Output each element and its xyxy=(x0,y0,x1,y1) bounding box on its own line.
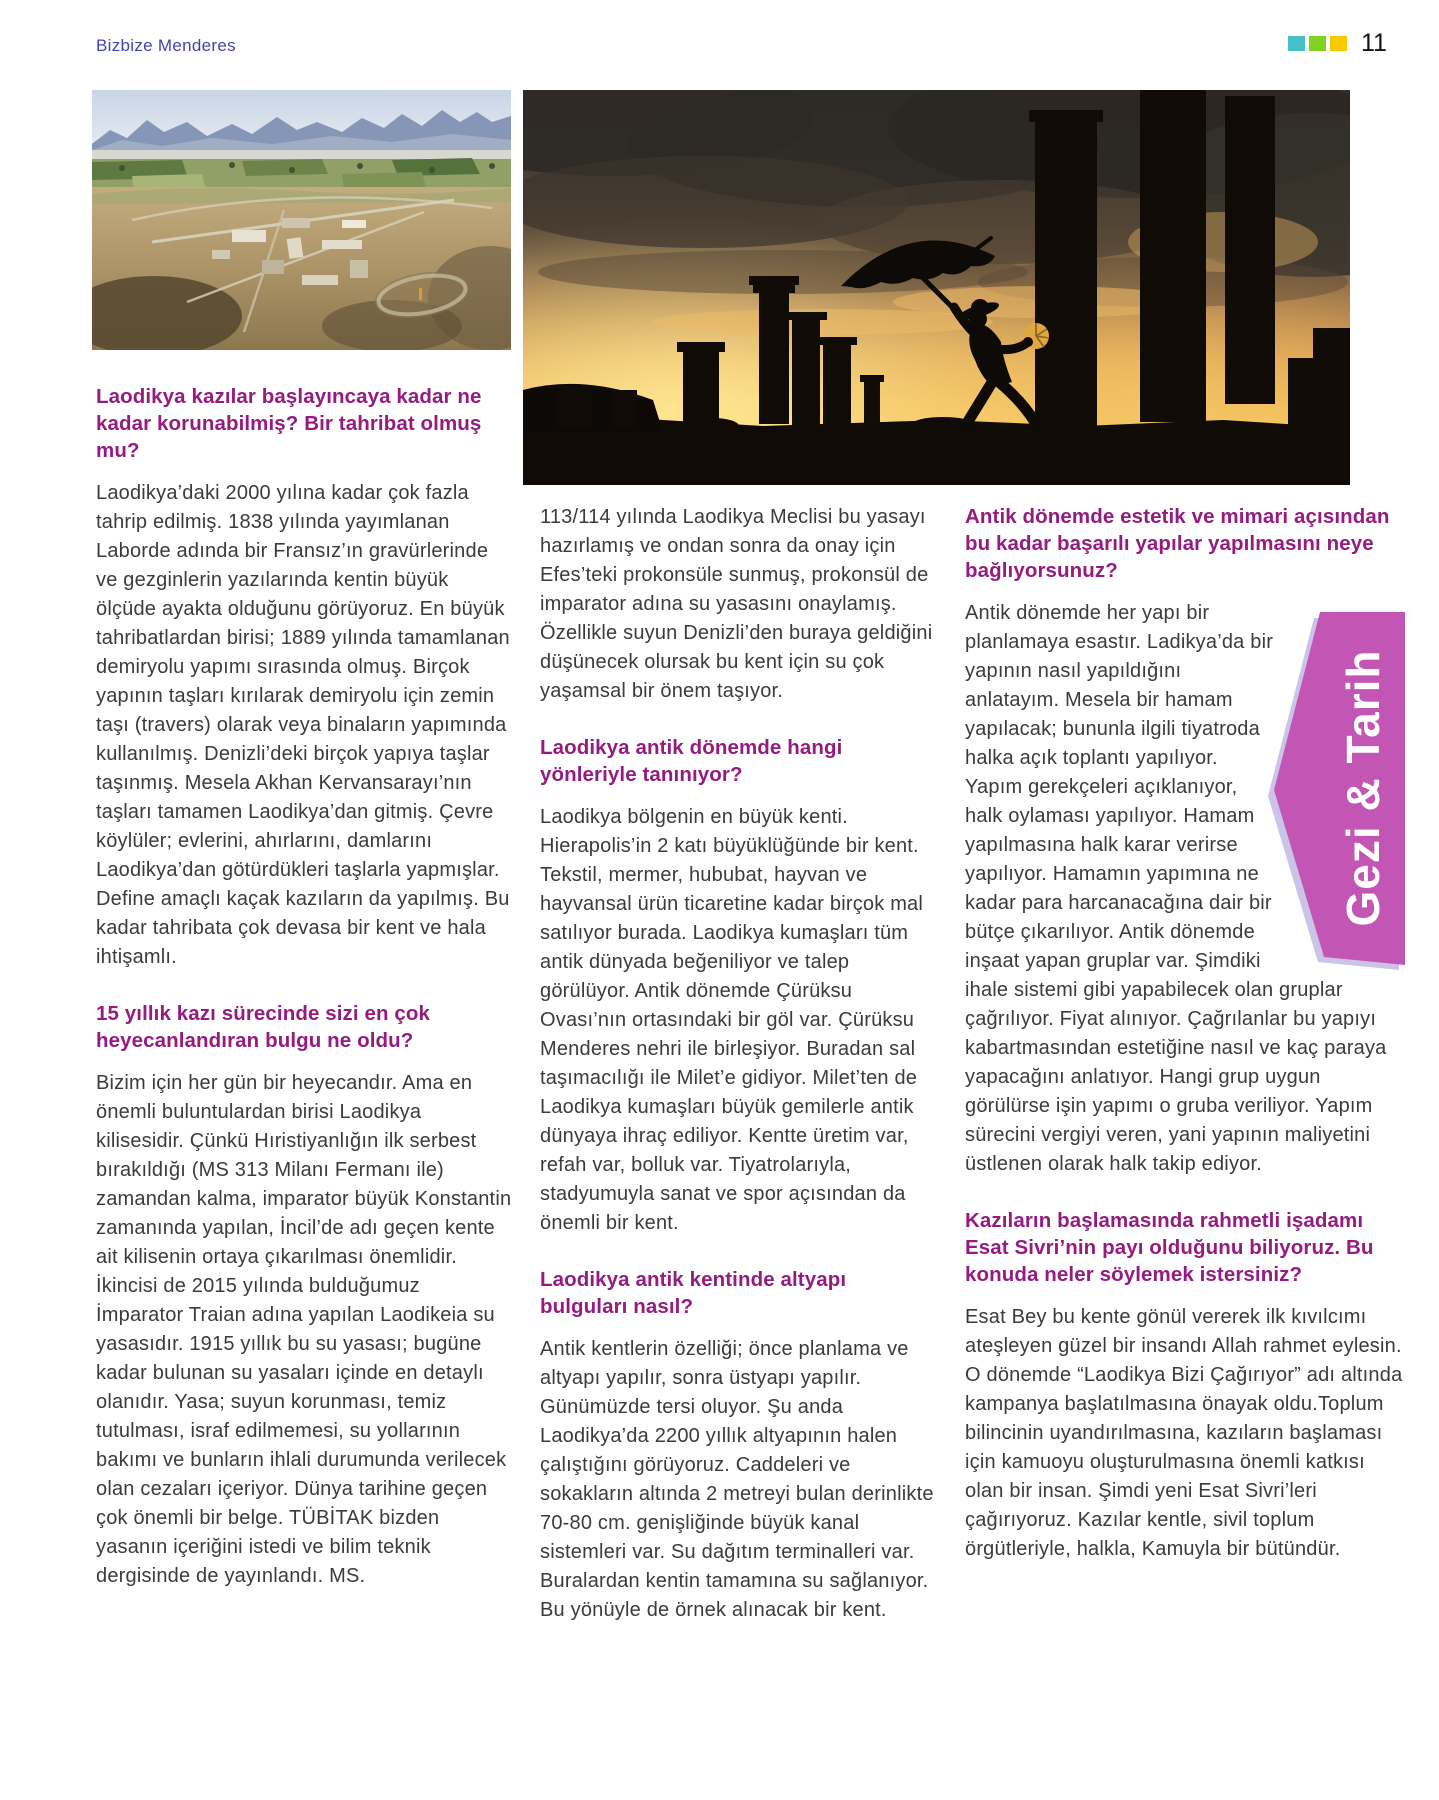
answer-paragraph: Bizim için her gün bir heyecandır. Ama en önemli buluntulardan birisi Laodikya kilisesidir. Çünkü Hıristiyanlığın ilk serbest bırakıldığı (MS 313 Milanı Fermanı ile) zamandan kalma, imparator büyük Konstantin zamanında yapılan, İncil’de adı geçen kente ait kilisenin ortaya çıkarılması önemlidir. İkincisi de 2015 yılında bulduğumuz İmparator Traian adına yapılan Laodikeia su yasasıdır. 1915 yıllık bu su yasası; bugüne kadar bulunan su yasaları içinde en detaylı olanıdır. Yasa; suyun korunması, temiz tutulması, israf edilmemesi, su yollarının bakımı ve bunların ihlali durumunda verilecek olan cezaları içeriyor. Dünya tarihine geçen çok önemli bir belge. TÜBİTAK bizden yasanın içeriğini istedi ve bilim teknik dergisinde de yayınlandı. MS. xyxy=(96,1072,512,1587)
banner-label: Gezi & Tarih xyxy=(1337,649,1390,927)
question-heading: Kazıların başlamasında rahmetli işadamı Esat Sivri’nin payı olduğunu biliyoruz. Bu konuda neler söylemek istersiniz? xyxy=(965,1209,1374,1286)
yellow-square-icon xyxy=(1330,36,1347,51)
page-number: 11 xyxy=(1361,29,1387,57)
page-marker xyxy=(1288,29,1387,57)
answer-text: Antik dönemde her yapı bir planlamaya esastır. Ladikya’da bir yapının nasıl yapıldığını anlatayım. Mesela bir hamam yapılacak; bununla ilgili tiyatroda halka açık toplantı yapılıyor. Yapım gerekçeleri açıklanıyor, halk oylaması yapılıyor. Hamam yapılmasına halk karar verirse yapılıyor. Hamamın yapımına ne kadar para harcanacağına dair bir bütçe çıkarılıyor. Antik dönemde inşaat yapan gruplar var. Şimdiki ihale sistemi gibi yapabilecek olan gruplar çağrılıyor. Fiyat alınıyor. Çağrılanlar bu yapıyı kabartmasından estetiğine nasıl ve kaç paraya yapacağını anlatıyor. Hangi grup uygun görülürse işin yapımı o gruba veriliyor. Yapım sürecini vergiyi veren, yani yapının maliyetini üstlenen olarak halk takip ediyor. xyxy=(965,602,1387,1175)
section-title: Bizbize Menderes xyxy=(96,36,236,55)
answer-paragraph: Antik kentlerin özelliği; önce planlama ve altyapı yapılır, sonra üstyapı yapılır. Günümüzde tersi oluyor. Şu anda Laodikya’da 2200 yıllık altyapının halen çalıştığını görüyoruz. Caddeleri ve sokakların altında 2 metreyi bulan derinlikte 70-80 cm. genişliğinde büyük kanal sistemleri var. Su dağıtım terminalleri var. Buralardan kentin tamamına su sağlanıyor. Bu yönüyle de örnek alınacak bir kent. xyxy=(540,1338,934,1621)
question-heading: Laodikya antik kentinde altyapı bulguları nasıl? xyxy=(540,1268,847,1318)
question-heading: Laodikya antik dönemde hangi yönleriyle tanınıyor? xyxy=(540,736,843,786)
aerial-photo xyxy=(92,90,511,350)
answer-paragraph: 113/114 yılında Laodikya Meclisi bu yasayı hazırlamış ve ondan sonra da onay için Efes’teki prokonsüle sunmuş, prokonsül de imparator adına su yasasını onaylamış. Özellikle suyun Denizli’den buraya geldiğini düşünecek olursak bu kent için su çok yaşamsal bir önem taşıyor. xyxy=(540,506,933,702)
question-heading: Laodikya kazılar başlayıncaya kadar ne kadar korunabilmiş? Bir tahribat olmuş mu? xyxy=(96,385,482,462)
text-column-1 xyxy=(96,383,512,1605)
text-column-2 xyxy=(540,503,936,1639)
teal-square-icon xyxy=(1288,36,1305,51)
answer-paragraph: Esat Bey bu kente gönül vererek ilk kıvılcımı ateşleyen güzel bir insandı Allah rahmet eylesin. O dönemde “Laodikya Bizi Çağırıyor” adı altında kampanya başlatılmasına önayak oldu.Toplum bilincinin uyandırılmasına, kazıların başlaması için kamuoyu oluşturulmasına önemli katkısı olan bir insan. Şimdi yeni Esat Sivri’leri çağırıyoruz. Kazılar kentle, sivil toplum örgütleriyle, halkla, Kamuyla bir bütündür. xyxy=(965,1306,1403,1560)
sunset-photo xyxy=(523,90,1350,485)
question-heading: Antik dönemde estetik ve mimari açısından bu kadar başarılı yapılar yapılmasını neye bağlıyorsunuz? xyxy=(965,505,1390,582)
answer-paragraph: Laodikya’daki 2000 yılına kadar çok fazla tahrip edilmiş. 1838 yılında yayımlanan Laborde adında bir Fransız’ın gravürlerinde ve gezginlerin yazılarında kentin büyük ölçüde ayakta olduğunu görüyoruz. En büyük tahribatlardan birisi; 1889 yılında tamamlanan demiryolu yapımı sırasında olmuş. Birçok yapının taşları kırılarak demiryolu için zemin taşı (travers) olarak veya binaların yapımında kullanılmış. Denizli’deki birçok yapıya taşlar taşınmış. Mesela Akhan Kervansarayı’nın taşları tamamen Laodikya’dan gitmiş. Çevre köylüler; evlerini, ahırlarını, damlarını Laodikya’dan götürdükleri taşlarla yapmışlar. Define amaçlı kaçak kazıların da yapılmış. Bu kadar tahribata çok devasa bir kent ve hala ihtişamlı. xyxy=(96,482,510,968)
green-square-icon xyxy=(1309,36,1326,51)
question-heading: 15 yıllık kazı sürecinde sizi en çok heyecanlandıran bulgu ne oldu? xyxy=(96,1002,431,1052)
answer-paragraph: Laodikya bölgenin en büyük kenti. Hierapolis’in 2 katı büyüklüğünde bir kent. Tekstil, mermer, hububat, hayvan ve hayvansal ürün ticaretine kadar birçok mal satılıyor burada. Laodikya kumaşları tüm antik dünyada beğeniliyor ve talep görülüyor. Antik dönemde Çürüksu Ovası’nın ortasındaki bir göl var. Çürüksu Menderes nehri ile birleşiyor. Buradan sal taşımacılığı ile Milet’e gidiyor. Milet’ten de Laodikya kumaşları büyük gemilerle antik dünyaya ihraç ediliyor. Kentte üretim var, refah var, bolluk var. Tiyatrolarıyla, stadyumuyla sanat ve spor açısından da önemli bir kent. xyxy=(540,806,924,1234)
section-banner xyxy=(1268,604,1408,970)
